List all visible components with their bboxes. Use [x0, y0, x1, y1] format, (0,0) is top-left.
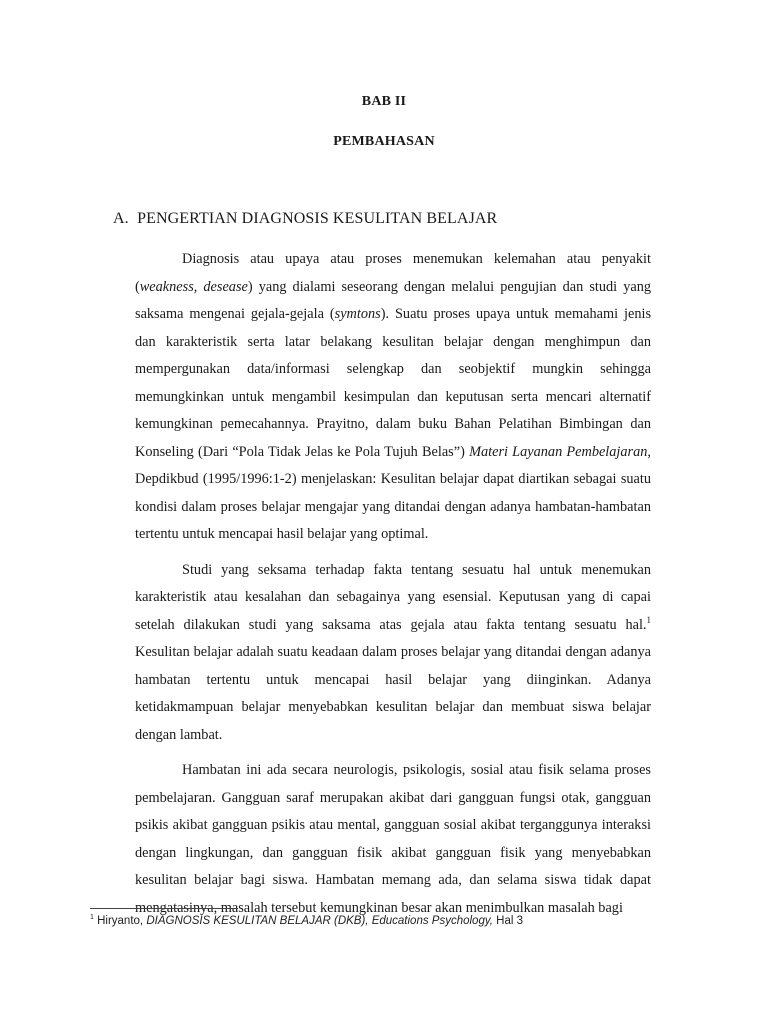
italic-term: symtons	[334, 306, 381, 322]
italic-book-title: Materi Layanan Pembelajaran	[469, 443, 648, 460]
footnote	[90, 915, 523, 927]
paragraph	[135, 557, 651, 750]
text-run: Kesulitan belajar adalah suatu keadaan dalam proses belajar yang ditandai dengan adanya hambatan tertentu untuk mencapai hasil belajar yang diinginkan. Adanya ketidakmampuan belajar menyebabkan kesulitan belajar dan membuat siswa belajar dengan lambat.	[135, 644, 651, 743]
italic-term: weakness, desease	[139, 278, 248, 295]
footnote-title: DIAGNOSIS KESULITAN BELAJAR (DKB), Educations Psychology,	[146, 915, 493, 927]
footnote-marker: 1	[90, 914, 94, 921]
section-number: A.	[113, 210, 129, 227]
paragraph	[135, 246, 651, 549]
text-run: ) yang dialami seseorang dengan melalui pengujian dan studi yang saksama mengenai gejala-gejala (	[135, 278, 652, 322]
section-title: PENGERTIAN DIAGNOSIS KESULITAN BELAJAR	[137, 210, 498, 227]
footnote-author: Hiryanto,	[93, 915, 147, 927]
paragraph: Hambatan ini ada secara neurologis, psikologis, sosial atau fisik selama proses pembelajaran. Gangguan saraf merupakan akibat dari gangguan fungsi otak, gangguan psikis akibat gangguan psikis atau mental, gangguan sosial akibat terganggunya interaksi dengan lingkungan, dan gangguan fisik akibat gangguan fisik yang menyebabkan kesulitan belajar bagi siswa. Hambatan memang ada, dan selama siswa tidak dapat mengatasinya, masalah tersebut kemungkinan besar akan menimbulkan masalah bagi	[135, 762, 651, 916]
footnote-separator	[90, 908, 238, 909]
text-run: Diagnosis atau upaya atau proses menemukan kelemahan atau penyakit (	[135, 251, 651, 295]
footnote-page: Hal 3	[492, 915, 523, 927]
footnote-reference[interactable]: 1	[646, 614, 651, 625]
chapter-title: PEMBAHASAN	[333, 134, 435, 149]
text-run: ). Suatu proses upaya untuk memahami jenis dan karakteristik serta latar belakang kesulitan belajar dengan menghimpun dan mempergunakan data/informasi selengkap dan seobjektif mungkin sehingga memungkinkan untuk mengambil kesimpulan dan keputusan serta mencari alternatif kemungkinan pemecahannya. Prayitno, dalam buku Bahan Pelatihan Bimbingan dan Konseling (Dari “Pola Tidak Jelas ke Pola Tujuh Belas”)	[135, 306, 652, 460]
body-text	[135, 246, 651, 930]
chapter-heading: BAB II	[361, 94, 407, 109]
text-run: , Depdikbud (1995/1996:1-2) menjelaskan: Kesulitan belajar dapat diartikan sebagai suatu kondisi dalam proses belajar mengajar yang ditandai dengan adanya hambatan-hambatan tertentu untuk mencapai hasil belajar yang optimal.	[135, 443, 651, 542]
section-heading	[113, 210, 497, 228]
text-run: Studi yang seksama terhadap fakta tentang sesuatu hal untuk menemukan karakteristik atau kesalahan dan sebagainya yang esensial. Keputusan yang di capai setelah dilakukan studi yang saksama atas gejala atau fakta tentang sesuatu hal.	[135, 561, 651, 633]
